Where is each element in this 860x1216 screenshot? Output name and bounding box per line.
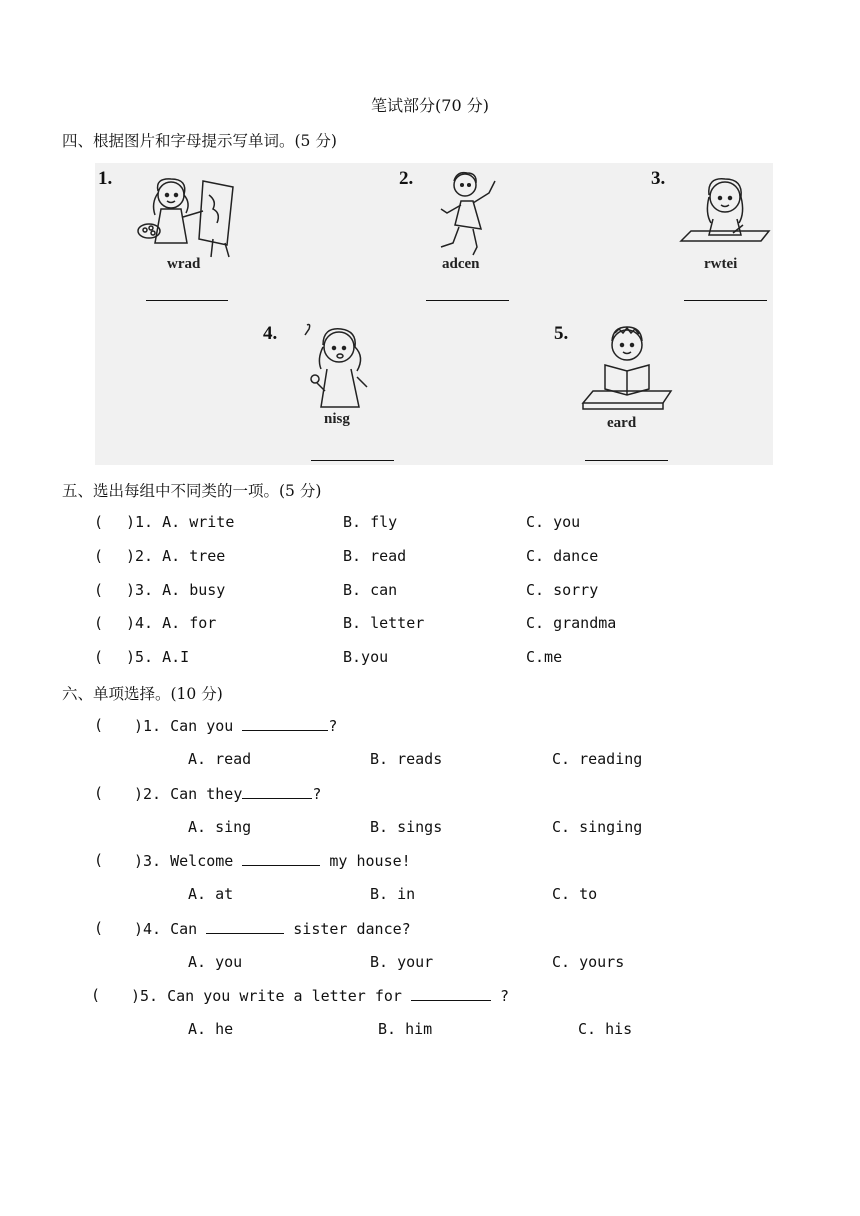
item3-number: 3. bbox=[651, 168, 666, 189]
s5-q3-paren[interactable]: ( bbox=[94, 581, 104, 599]
s5-q4-option-a: )4. A. for bbox=[126, 614, 217, 632]
item2-letters: adcen bbox=[442, 256, 480, 272]
s5-q5-option-a: )5. A.I bbox=[126, 648, 190, 666]
s6-q2-option-a: A. sing bbox=[188, 818, 252, 836]
s6-q1-option-b: B. reads bbox=[370, 750, 443, 768]
item3-letters: rwtei bbox=[704, 256, 738, 272]
s6-q2-option-b: B. sings bbox=[370, 818, 443, 836]
s5-q3-option-a: )3. A. busy bbox=[126, 581, 226, 599]
s5-q1-option-b: B. fly bbox=[343, 513, 398, 531]
s5-q4-paren[interactable]: ( bbox=[94, 614, 104, 632]
s5-q3-option-c: C. sorry bbox=[526, 581, 599, 599]
item4-answer-blank[interactable] bbox=[311, 460, 394, 461]
s6-q4-stem: )4. Can sister dance? bbox=[134, 920, 411, 938]
s6-q4-blank[interactable] bbox=[206, 919, 284, 934]
girl-writing-icon bbox=[677, 173, 773, 257]
s5-q2-option-c: C. dance bbox=[526, 547, 599, 565]
s6-q5-paren[interactable]: ( bbox=[91, 986, 101, 1004]
s5-q5-option-c: C.me bbox=[526, 648, 563, 666]
s6-q1-stem: )1. Can you ? bbox=[134, 717, 338, 735]
s6-q5-option-b: B. him bbox=[378, 1020, 433, 1038]
s6-q2-blank[interactable] bbox=[242, 784, 312, 799]
s6-q5-stem: )5. Can you write a letter for ? bbox=[131, 987, 510, 1005]
item4-number: 4. bbox=[263, 323, 278, 344]
item1-answer-blank[interactable] bbox=[146, 300, 228, 301]
girl-singing-icon bbox=[295, 321, 391, 413]
item4-letters: nisg bbox=[324, 411, 350, 427]
section5-heading: 五、选出每组中不同类的一项。(5 分) bbox=[62, 482, 322, 500]
boy-reading-icon bbox=[579, 319, 675, 411]
s6-q5-option-a: A. he bbox=[188, 1020, 234, 1038]
item5-number: 5. bbox=[554, 323, 569, 344]
page-title: 笔试部分(70 分) bbox=[371, 96, 489, 115]
s6-q4-option-c: C. yours bbox=[552, 953, 625, 971]
s6-q3-paren[interactable]: ( bbox=[94, 851, 104, 869]
s6-q3-blank[interactable] bbox=[242, 851, 320, 866]
s6-q3-stem: )3. Welcome my house! bbox=[134, 852, 411, 870]
s5-q1-option-c: C. you bbox=[526, 513, 581, 531]
s5-q1-option-a: )1. A. write bbox=[126, 513, 235, 531]
item3-answer-blank[interactable] bbox=[684, 300, 767, 301]
girl-painting-icon bbox=[133, 173, 245, 259]
s6-q4-option-a: A. you bbox=[188, 953, 243, 971]
item1-number: 1. bbox=[98, 168, 113, 189]
item2-number: 2. bbox=[399, 168, 414, 189]
section4-heading: 四、根据图片和字母提示写单词。(5 分) bbox=[62, 132, 337, 150]
item2-answer-blank[interactable] bbox=[426, 300, 509, 301]
s6-q4-option-b: B. your bbox=[370, 953, 434, 971]
s5-q4-option-c: C. grandma bbox=[526, 614, 617, 632]
s5-q2-option-a: )2. A. tree bbox=[126, 547, 226, 565]
picture-panel bbox=[95, 163, 773, 465]
s6-q1-paren[interactable]: ( bbox=[94, 716, 104, 734]
s5-q5-option-b: B.you bbox=[343, 648, 389, 666]
item1-letters: wrad bbox=[167, 256, 201, 272]
s6-q2-paren[interactable]: ( bbox=[94, 784, 104, 802]
s6-q1-blank[interactable] bbox=[242, 716, 328, 731]
item5-answer-blank[interactable] bbox=[585, 460, 668, 461]
s6-q5-option-c: C. his bbox=[578, 1020, 633, 1038]
s6-q3-option-a: A. at bbox=[188, 885, 234, 903]
s6-q2-option-c: C. singing bbox=[552, 818, 643, 836]
s6-q4-paren[interactable]: ( bbox=[94, 919, 104, 937]
s6-q3-option-b: B. in bbox=[370, 885, 416, 903]
s6-q2-stem: )2. Can they ? bbox=[134, 785, 322, 803]
s5-q1-paren[interactable]: ( bbox=[94, 513, 104, 531]
s5-q5-paren[interactable]: ( bbox=[94, 648, 104, 666]
s6-q5-blank[interactable] bbox=[411, 986, 491, 1001]
s5-q2-paren[interactable]: ( bbox=[94, 547, 104, 565]
girl-dancing-icon bbox=[427, 169, 507, 259]
s5-q4-option-b: B. letter bbox=[343, 614, 425, 632]
item5-letters: eard bbox=[607, 415, 637, 431]
s5-q3-option-b: B. can bbox=[343, 581, 398, 599]
s5-q2-option-b: B. read bbox=[343, 547, 407, 565]
section6-heading: 六、单项选择。(10 分) bbox=[62, 685, 223, 703]
s6-q3-option-c: C. to bbox=[552, 885, 598, 903]
s6-q1-option-a: A. read bbox=[188, 750, 252, 768]
s6-q1-option-c: C. reading bbox=[552, 750, 643, 768]
